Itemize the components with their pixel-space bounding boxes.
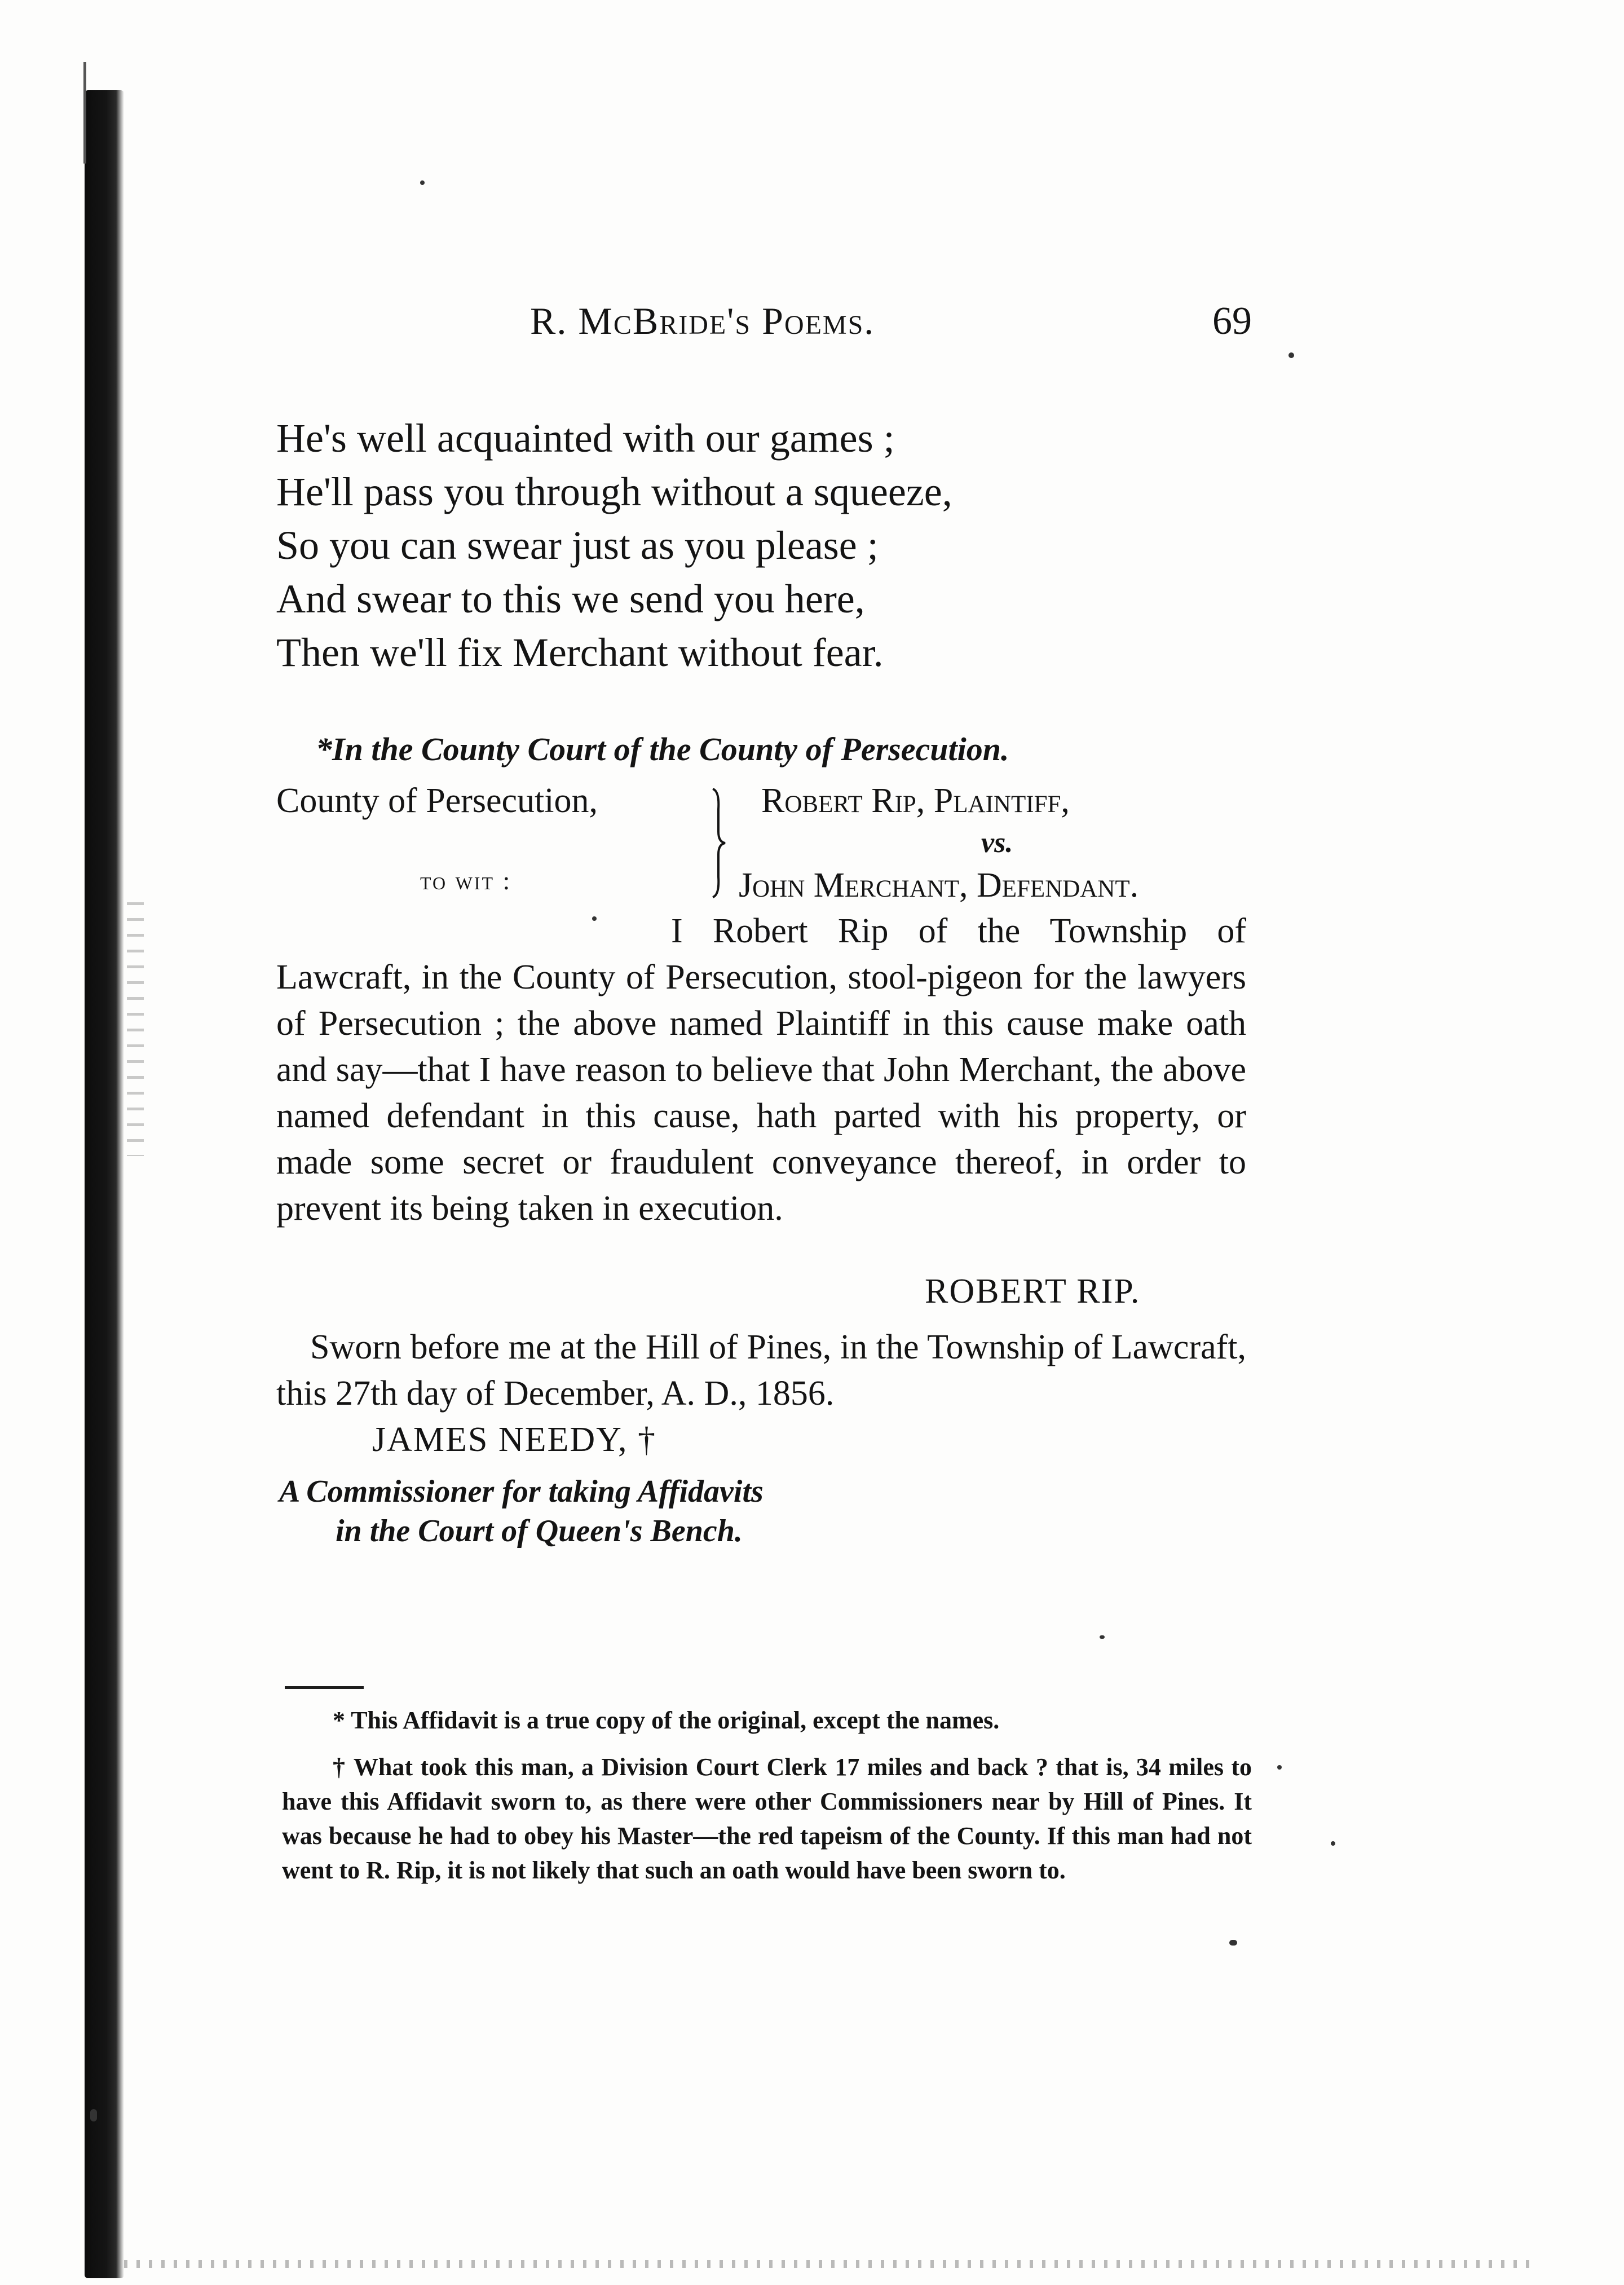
- scan-dot: [420, 180, 425, 185]
- verse-line: Then we'll fix Merchant without fear.: [276, 630, 884, 675]
- verse-line: And swear to this we send you here,: [276, 576, 865, 621]
- footnote: * This Affidavit is a true copy of the original, except the names.: [333, 1706, 1000, 1734]
- verse-stanza: [276, 412, 952, 680]
- jurat-text: Sworn before me at the Hill of Pines, in the Township of Lawcraft, this 27th day of December, A. D., 1856.: [276, 1328, 1246, 1413]
- scan-dot: [1331, 1841, 1335, 1846]
- venue-county: County of Persecution,: [276, 782, 598, 820]
- defendant-name: John Merchant, Defendant.: [739, 866, 1139, 905]
- scan-dot: [592, 916, 597, 921]
- scan-dot: [1229, 1940, 1237, 1946]
- scan-dot: [1288, 352, 1294, 358]
- verse-line: He'll pass you through without a squeeze,: [276, 469, 952, 514]
- commissioner-title-line: in the Court of Queen's Bench.: [336, 1514, 743, 1549]
- verse-line: He's well acquainted with our games ;: [276, 416, 895, 461]
- scan-dot: [1277, 1765, 1282, 1770]
- commissioner-title-line: A Commissioner for taking Affidavits: [279, 1474, 764, 1509]
- plaintiff-name: Robert Rip, Plaintiff,: [761, 782, 1070, 820]
- venue-to-wit: to wit :: [420, 866, 512, 895]
- affidavit-text: I Robert Rip of the Township of Lawcraft, in the County of Persecution, stool-pigeon for the lawyers of Persecution ; the above named Plaintiff in this cause make oath and say—that I have reason to believe that John Merchant, the above named defendant in this cause, hath parted with his property, or made some secret or fraudulent conveyance thereof, in order to prevent its being taken in execution.: [276, 912, 1246, 1228]
- affiant-signature: ROBERT RIP.: [925, 1272, 1141, 1311]
- scan-speckle-bottom: [124, 2260, 1534, 2268]
- page-binding-edge: [85, 90, 124, 2278]
- commissioner-title: [279, 1472, 764, 1551]
- scan-dot: [90, 2109, 97, 2121]
- scan-dot: [1100, 1635, 1105, 1639]
- versus-label: vs.: [981, 827, 1013, 859]
- page-number: 69: [1212, 299, 1252, 343]
- binding-line: [83, 62, 86, 164]
- brace-icon: [710, 787, 727, 899]
- case-caption: [276, 781, 1252, 911]
- affidavit-body: [276, 908, 1246, 1232]
- footnote: † What took this man, a Division Court Clerk 17 miles and back ? that is, 34 miles to have this Affidavit sworn to, as there were other Commissioners near by Hill of Pines. It was because he had to obey his Master—the red tapeism of the County. If this man had not went to R. Rip, it is not likely that such an oath would have been sworn to.: [282, 1753, 1252, 1884]
- court-title: *In the County Court of the County of Persecution.: [316, 731, 1009, 767]
- page-header: [530, 299, 1252, 350]
- commissioner-name: JAMES NEEDY, †: [372, 1421, 656, 1459]
- jurat: [276, 1324, 1246, 1417]
- running-head: R. McBride's Poems.: [530, 299, 875, 342]
- scan-speckle: [127, 902, 144, 1156]
- verse-line: So you can swear just as you please ;: [276, 523, 879, 568]
- footnote-rule: [285, 1686, 364, 1689]
- footnotes: [282, 1703, 1252, 1900]
